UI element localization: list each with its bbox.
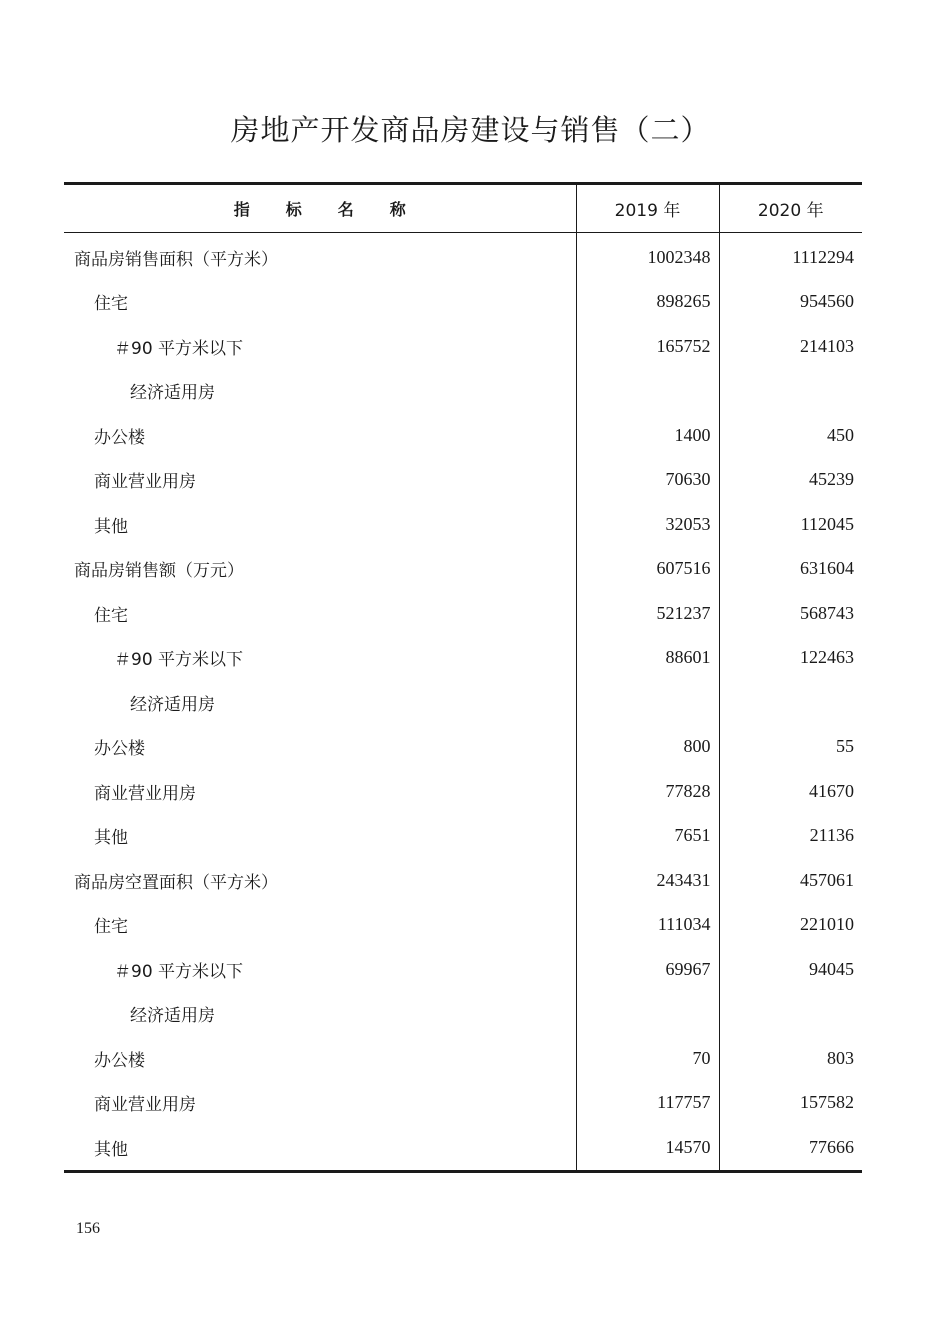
row-label: 住宅 [94, 294, 128, 315]
row-label: 其他 [94, 1139, 128, 1160]
cell-2019: 7651 [576, 814, 719, 859]
table-row [64, 280, 862, 325]
row-label: 办公楼 [94, 1050, 145, 1071]
cell-2020: 112045 [719, 502, 862, 547]
cell-2019: 898265 [576, 280, 719, 325]
cell-2019: 1002348 [576, 233, 719, 280]
cell-2020: 214103 [719, 324, 862, 369]
cell-2019: 1400 [576, 413, 719, 458]
cell-2020: 457061 [719, 858, 862, 903]
table-row [64, 636, 862, 681]
table-row [64, 547, 862, 592]
row-label: 住宅 [94, 605, 128, 626]
table-row [64, 324, 862, 369]
cell-2020 [719, 369, 862, 414]
cell-2020: 157582 [719, 1081, 862, 1126]
cell-2020: 45239 [719, 458, 862, 503]
row-label: 商品房销售额（万元） [74, 561, 244, 582]
cell-2019: 111034 [576, 903, 719, 948]
cell-2019: 800 [576, 725, 719, 770]
cell-2020 [719, 680, 862, 725]
cell-2020: 21136 [719, 814, 862, 859]
cell-2019: 70630 [576, 458, 719, 503]
table-header-row [64, 184, 862, 233]
cell-2020: 221010 [719, 903, 862, 948]
cell-2020: 450 [719, 413, 862, 458]
table-row [64, 947, 862, 992]
row-label: 商业营业用房 [94, 783, 196, 804]
header-year-2020: 2020 年 [719, 184, 862, 233]
cell-2020: 94045 [719, 947, 862, 992]
cell-2019: 77828 [576, 769, 719, 814]
cell-2020: 1112294 [719, 233, 862, 280]
cell-2020: 803 [719, 1036, 862, 1081]
table-row [64, 369, 862, 414]
row-label: 其他 [94, 516, 128, 537]
row-label: 办公楼 [94, 427, 145, 448]
table-row [64, 903, 862, 948]
row-label: 经济适用房 [130, 383, 215, 404]
table-row [64, 591, 862, 636]
header-indicator-name: 指标名称 [64, 184, 576, 233]
cell-2019: 165752 [576, 324, 719, 369]
row-label: 办公楼 [94, 739, 145, 760]
table-row [64, 413, 862, 458]
cell-2019: 117757 [576, 1081, 719, 1126]
row-label: 住宅 [94, 917, 128, 938]
cell-2019 [576, 369, 719, 414]
table-row [64, 1081, 862, 1126]
cell-2020: 568743 [719, 591, 862, 636]
cell-2020: 77666 [719, 1125, 862, 1171]
cell-2019: 243431 [576, 858, 719, 903]
row-label: 经济适用房 [130, 1006, 215, 1027]
cell-2020: 954560 [719, 280, 862, 325]
cell-2019 [576, 680, 719, 725]
row-label: 经济适用房 [130, 694, 215, 715]
table-row [64, 458, 862, 503]
cell-2019: 32053 [576, 502, 719, 547]
cell-2019: 69967 [576, 947, 719, 992]
row-label: ＃90 平方米以下 [114, 650, 244, 671]
table-row [64, 858, 862, 903]
table-row [64, 769, 862, 814]
statistics-table-container [64, 182, 862, 1173]
table-row [64, 233, 862, 280]
row-label: 商业营业用房 [94, 1095, 196, 1116]
cell-2019 [576, 992, 719, 1037]
row-label: 商品房销售面积（平方米） [74, 249, 278, 270]
statistics-table [64, 182, 862, 1173]
cell-2019: 70 [576, 1036, 719, 1081]
page-number: 156 [76, 1220, 100, 1237]
page-title: 房地产开发商品房建设与销售（二） [230, 113, 711, 147]
header-year-2019: 2019 年 [576, 184, 719, 233]
cell-2020: 122463 [719, 636, 862, 681]
cell-2019: 88601 [576, 636, 719, 681]
cell-2020: 55 [719, 725, 862, 770]
row-label: 其他 [94, 828, 128, 849]
row-label: ＃90 平方米以下 [114, 338, 244, 359]
cell-2020: 631604 [719, 547, 862, 592]
row-label: ＃90 平方米以下 [114, 961, 244, 982]
cell-2020 [719, 992, 862, 1037]
table-row [64, 814, 862, 859]
table-row [64, 725, 862, 770]
table-row [64, 502, 862, 547]
table-row [64, 1036, 862, 1081]
row-label: 商品房空置面积（平方米） [74, 872, 278, 893]
cell-2019: 521237 [576, 591, 719, 636]
table-row [64, 680, 862, 725]
cell-2019: 14570 [576, 1125, 719, 1171]
table-row [64, 1125, 862, 1171]
cell-2019: 607516 [576, 547, 719, 592]
cell-2020: 41670 [719, 769, 862, 814]
row-label: 商业营业用房 [94, 472, 196, 493]
table-row [64, 992, 862, 1037]
